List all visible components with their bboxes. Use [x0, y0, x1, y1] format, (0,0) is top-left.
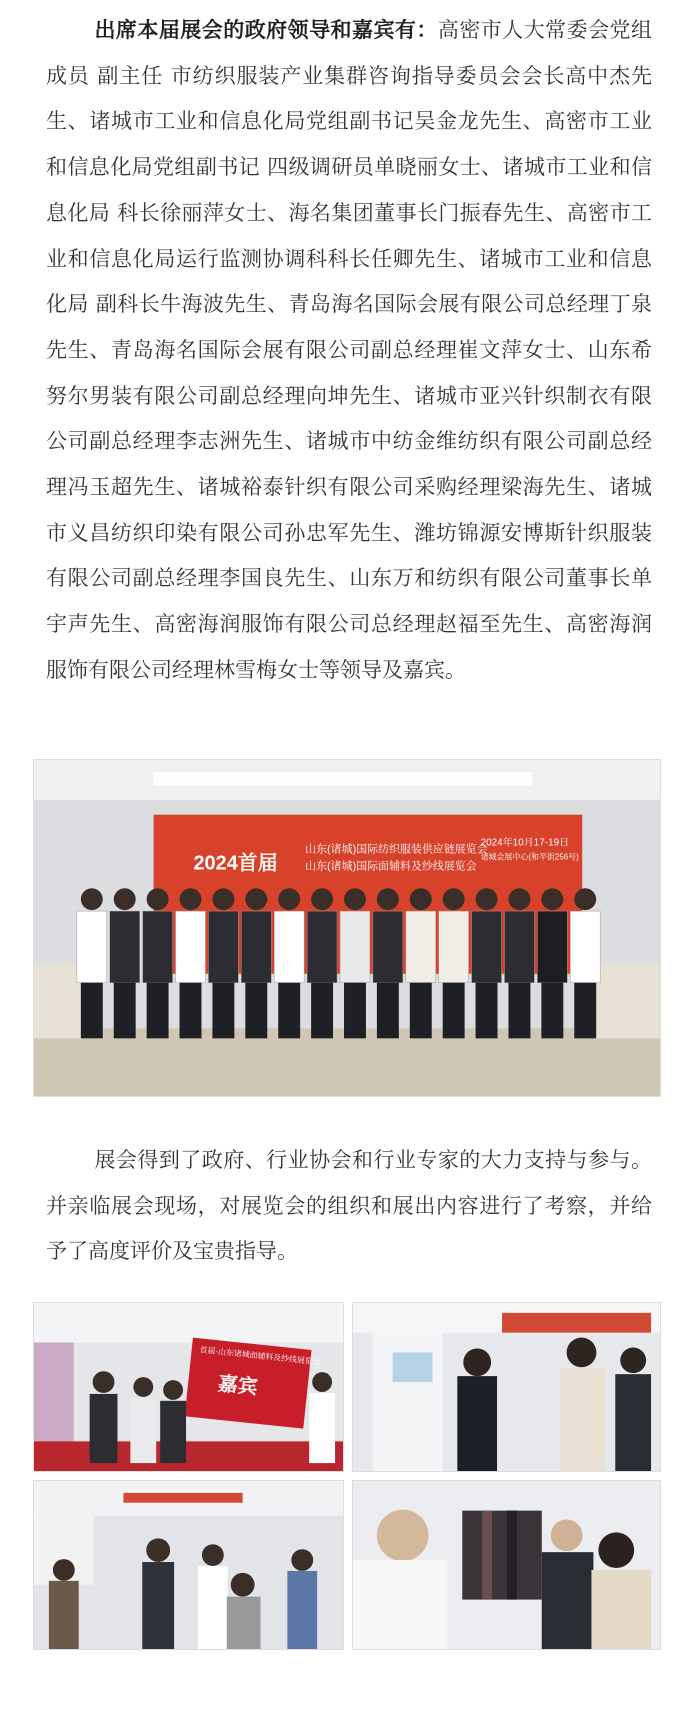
person-head [212, 888, 234, 910]
guest-sign-header: 首届·山东诸城面辅料及纱线展览会 [199, 1345, 322, 1367]
banner-venue: 诸城会展中心(和平街256号) [480, 852, 579, 862]
person-head [114, 888, 136, 910]
person-legs [81, 983, 103, 1039]
banner-year-label: 2024首届 [193, 852, 278, 875]
person-head [81, 888, 103, 910]
person-legs [574, 983, 596, 1039]
support-body: 展会得到了政府、行业协会和行业专家的大力支持与参与。并亲临展会现场，对展览会的组织和展出内容进行了考察，并给予了高度评价及宝贵指导。 [46, 1148, 652, 1264]
guest-tour-photo-fabric [352, 1480, 661, 1650]
person-head [278, 888, 300, 910]
person-head [180, 888, 202, 910]
person-body [241, 911, 271, 983]
person-body [340, 911, 370, 983]
person-body [504, 911, 534, 983]
banner-line1: 山东(诸城)国际纺织服装供应链展览会 [305, 843, 488, 856]
group-photo [33, 759, 661, 1097]
person-legs [311, 983, 333, 1039]
person-legs [541, 983, 563, 1039]
person-body [373, 911, 403, 983]
guest-list-paragraph [46, 8, 652, 694]
person-legs [508, 983, 530, 1039]
person-legs [180, 983, 202, 1039]
person-head [311, 888, 333, 910]
person-head [476, 888, 498, 910]
person-head [377, 888, 399, 910]
person-legs [377, 983, 399, 1039]
person-body [307, 911, 337, 983]
person-head [574, 888, 596, 910]
banner-line2: 山东(诸城)国际面辅料及纱线展览会 [305, 860, 477, 873]
person-body [110, 911, 140, 983]
person-legs [114, 983, 136, 1039]
guest-tour-photo-aisle [33, 1480, 344, 1650]
person-legs [443, 983, 465, 1039]
person-legs [344, 983, 366, 1039]
guest-list-heading: 出席本届展会的政府领导和嘉宾有： [94, 18, 438, 42]
person-legs [476, 983, 498, 1039]
banner-date: 2024年10月17-19日 [480, 837, 570, 849]
guest-list-body: 高密市人大常委会党组成员 副主任 市纺织服装产业集群咨询指导委员会会长高中杰先生、诸城市工业和信息化局党组副书记吴金龙先生、高密市工业和信息化局党组副书记 四级调研员单晓丽女士、诸城市工业和信息化局 科长徐丽萍女士、海名集团董事长门振春先生、高密市工业和信息化局运行监测协调科科长任卿先生、诸城市工业和信息化局 副科长牛海波先生、青岛海名国际会展有限公司总经理丁泉先生、青岛海名国际会展有限公司副总经理崔文萍女士、山东希努尔男装有限公司副总经理向坤先生、诸城市亚兴针织制衣有限公司副总经理李志洲先生、诸城市中纺金维纺织有限公司副总经理冯玉超先生、诸城裕泰针织有限公司采购经理梁海先生、诸城市义昌纺织印染有限公司孙忠军先生、潍坊锦源安博斯针织服装有限公司副总经理李国良先生、山东万和纺织有限公司董事长单宇声先生、高密海润服饰有限公司总经理赵福至先生、高密海润服饰有限公司经理林雪梅女士等领导及嘉宾。 [46, 18, 653, 682]
person-body [208, 911, 238, 983]
support-paragraph [46, 1138, 652, 1275]
person-legs [212, 983, 234, 1039]
person-legs [410, 983, 432, 1039]
person-body [274, 911, 304, 983]
person-body [77, 911, 107, 983]
person-head [508, 888, 530, 910]
person-body [406, 911, 436, 983]
person-body [570, 911, 600, 983]
person-head [245, 888, 267, 910]
person-body [439, 911, 469, 983]
person-head [410, 888, 432, 910]
guest-tour-photo-booth [352, 1302, 661, 1472]
person-body [176, 911, 206, 983]
person-head [541, 888, 563, 910]
person-legs [278, 983, 300, 1039]
person-head [344, 888, 366, 910]
guest-sign-label: 嘉宾 [216, 1372, 259, 1399]
person-body [472, 911, 502, 983]
guest-tour-photo-sign [33, 1302, 344, 1472]
person-head [147, 888, 169, 910]
person-body [537, 911, 567, 983]
person-legs [147, 983, 169, 1039]
person-body [143, 911, 173, 983]
person-head [443, 888, 465, 910]
person-legs [245, 983, 267, 1039]
